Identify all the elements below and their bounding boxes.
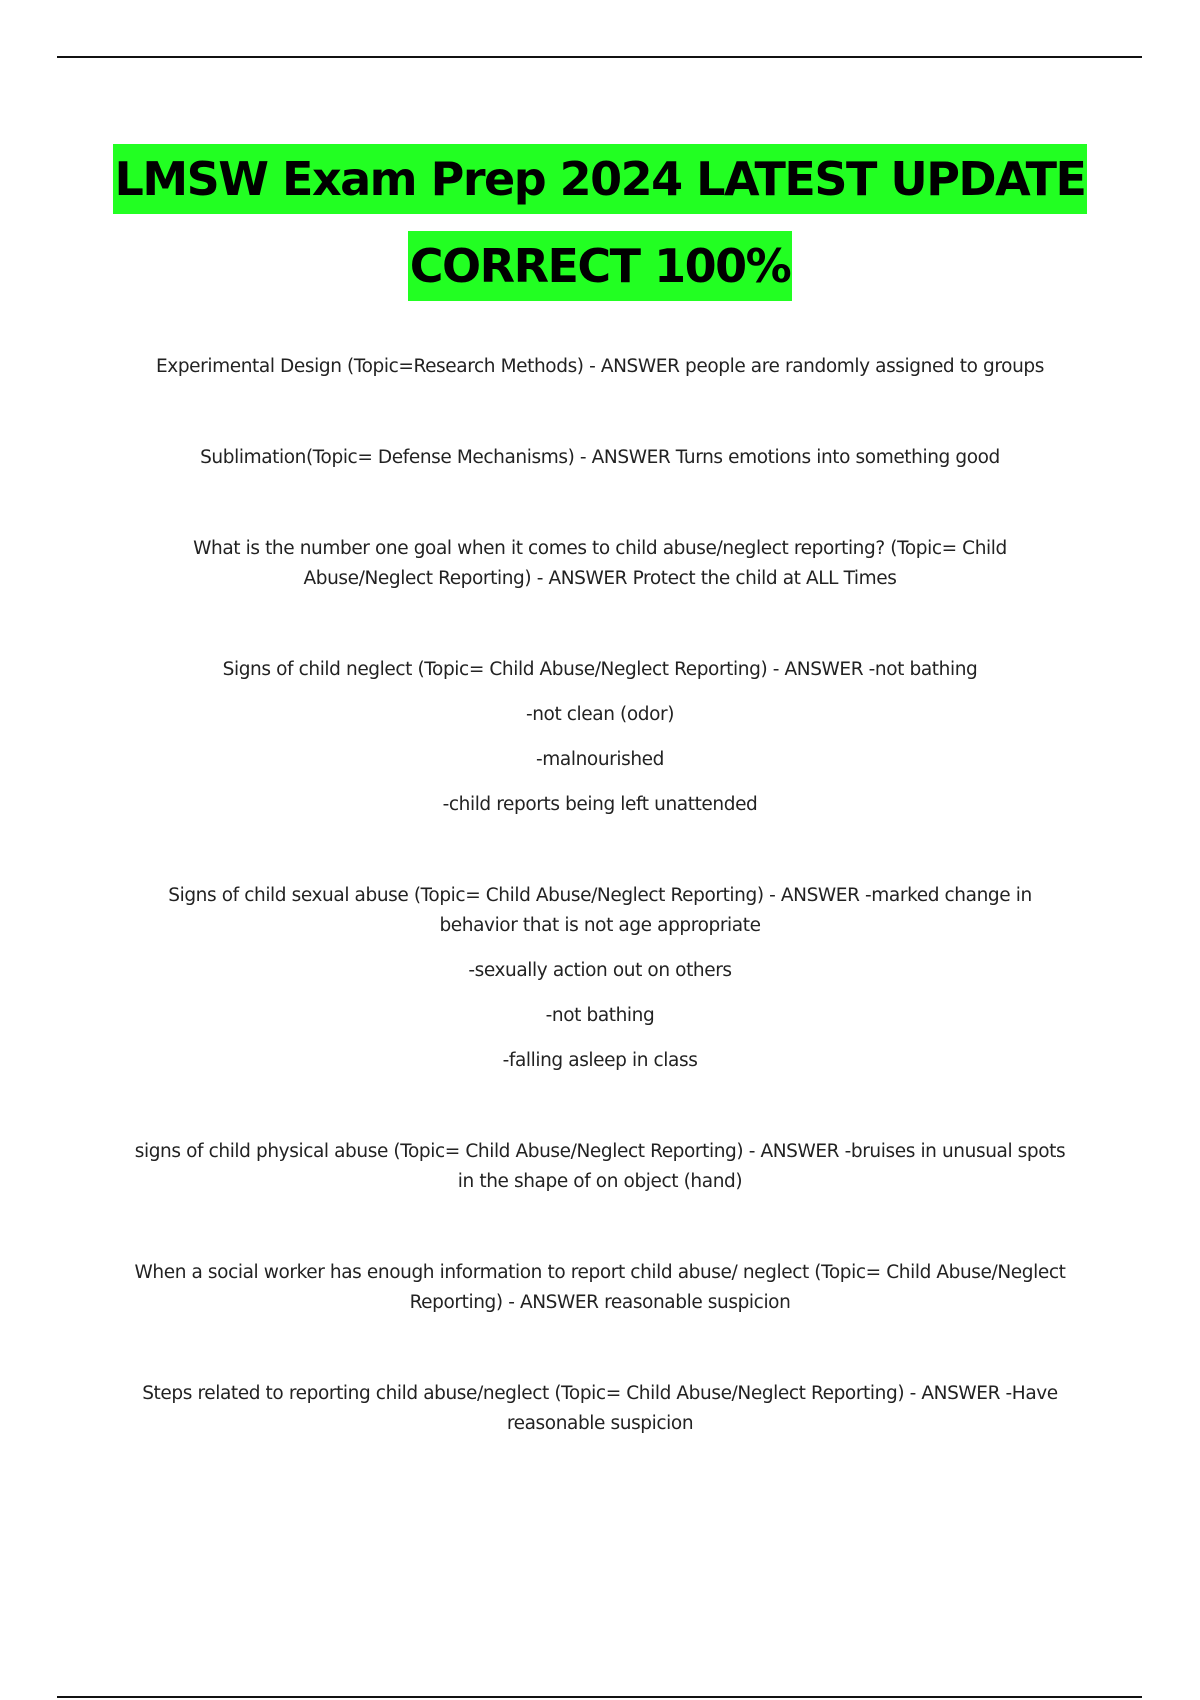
answer-item: -falling asleep in class	[502, 1050, 698, 1071]
answer-item: -not bathing	[545, 1005, 655, 1026]
qa-text: Sublimation(Topic= Defense Mechanisms) - ANSWER Turns emotions into something good	[200, 447, 1000, 468]
answer-item: -child reports being left unattended	[442, 794, 758, 815]
document-title	[0, 144, 1200, 314]
qa-text: signs of child physical abuse (Topic= Child Abuse/Neglect Reporting) - ANSWER -bruises in unusual spots in the shape of on object (hand)	[134, 1141, 1066, 1192]
title-line-2: CORRECT 100%	[408, 231, 792, 301]
header-rule	[57, 56, 1142, 58]
title-line-1: LMSW Exam Prep 2024 LATEST UPDATE	[113, 144, 1088, 214]
qa-entry	[130, 1137, 1070, 1197]
qa-entry	[130, 881, 1070, 1076]
qa-entry	[130, 534, 1070, 594]
answer-item: -malnourished	[536, 749, 664, 770]
answer-item: -not clean (odor)	[525, 704, 675, 725]
qa-text: Experimental Design (Topic=Research Methods) - ANSWER people are randomly assigned to groups	[156, 356, 1044, 377]
qa-text: What is the number one goal when it comes to child abuse/neglect reporting? (Topic= Child Abuse/Neglect Reporting) - ANSWER Protect the child at ALL Times	[193, 538, 1007, 589]
qa-text: Steps related to reporting child abuse/neglect (Topic= Child Abuse/Neglect Reporting) - ANSWER -Have reasonable suspicion	[142, 1383, 1058, 1434]
qa-text: When a social worker has enough information to report child abuse/ neglect (Topic= Child Abuse/Neglect Reporting) - ANSWER reasonable suspicion	[134, 1262, 1066, 1313]
qa-entry	[130, 1379, 1070, 1439]
qa-text: Signs of child sexual abuse (Topic= Child Abuse/Neglect Reporting) - ANSWER -marked change in behavior that is not age appropriate	[168, 885, 1032, 936]
footer-rule	[57, 1696, 1142, 1698]
qa-text: Signs of child neglect (Topic= Child Abuse/Neglect Reporting) - ANSWER -not bathing	[222, 659, 978, 680]
qa-entry	[130, 352, 1070, 382]
answer-item: -sexually action out on others	[468, 960, 732, 981]
qa-list	[130, 352, 1070, 1500]
qa-entry	[130, 1258, 1070, 1318]
qa-entry	[130, 655, 1070, 820]
qa-entry	[130, 443, 1070, 473]
